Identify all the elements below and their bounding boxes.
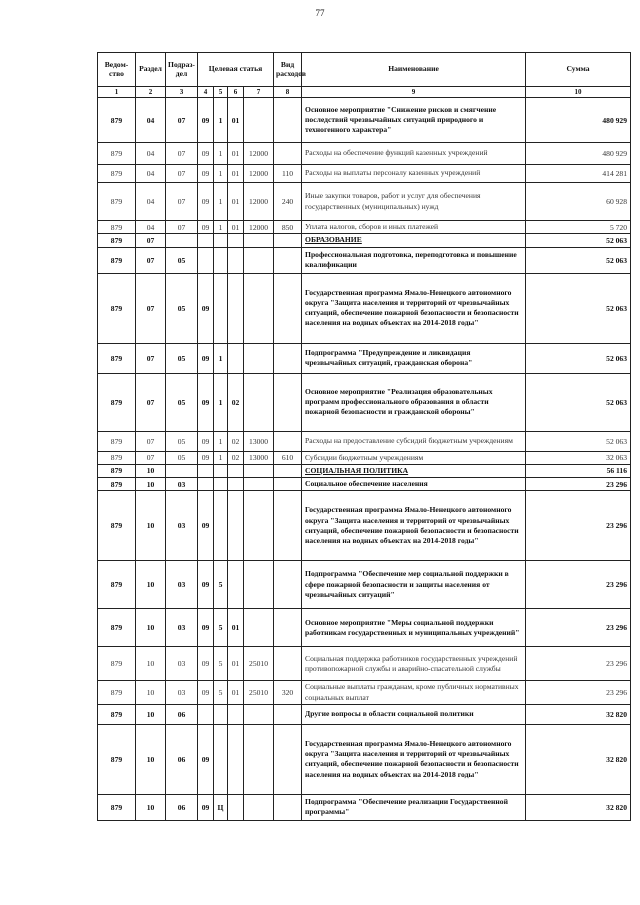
program-cell: 09 <box>198 609 214 647</box>
event-cell <box>228 704 244 724</box>
sum-cell: 52 063 <box>526 431 631 451</box>
razdel-cell: 10 <box>136 478 166 491</box>
vid-cell <box>274 431 302 451</box>
table-row <box>98 165 631 183</box>
index-cell: 3 <box>166 87 198 98</box>
podrazdel-cell: 06 <box>166 704 198 724</box>
subprogram-cell: 1 <box>214 373 228 431</box>
razdel-cell: 10 <box>136 609 166 647</box>
name-cell: Подпрограмма "Предупреждение и ликвидация чрезвычайных ситуаций, гражданская оборона" <box>302 343 526 373</box>
name-cell: СОЦИАЛЬНАЯ ПОЛИТИКА <box>302 464 526 477</box>
subprogram-cell <box>214 234 228 247</box>
program-cell: 09 <box>198 491 214 561</box>
name-cell: Подпрограмма "Обеспечение мер социальной поддержки в сфере пожарной безопасности и защиты населения от чрезвычайных ситуаций" <box>302 561 526 609</box>
direction-cell <box>244 491 274 561</box>
event-cell: 01 <box>228 165 244 183</box>
table-row <box>98 183 631 221</box>
vedom-cell: 879 <box>98 491 136 561</box>
podrazdel-cell: 07 <box>166 143 198 165</box>
name-cell: Расходы на обеспечение функций казенных учреждений <box>302 143 526 165</box>
razdel-cell: 04 <box>136 221 166 234</box>
subprogram-cell: 1 <box>214 431 228 451</box>
vid-cell: 320 <box>274 681 302 705</box>
podrazdel-cell: 03 <box>166 647 198 681</box>
sum-cell: 23 296 <box>526 491 631 561</box>
podrazdel-cell <box>166 464 198 477</box>
vedom-cell: 879 <box>98 221 136 234</box>
program-cell <box>198 234 214 247</box>
name-cell: Основное мероприятие "Реализация образовательных программ профессионального образования в области пожарной безопасности и гражданской обороны" <box>302 373 526 431</box>
table-row <box>98 478 631 491</box>
subprogram-cell: 1 <box>214 221 228 234</box>
name-cell: Государственная программа Ямало-Ненецкого автономного округа "Защита населения и территорий от чрезвычайных ситуаций, обеспечение пожарной безопасности и безопасности населения на водных объектах на 2014-2018 годы" <box>302 273 526 343</box>
name-cell: Иные закупки товаров, работ и услуг для обеспечения государственных (муниципальных) нужд <box>302 183 526 221</box>
direction-cell: 12000 <box>244 165 274 183</box>
name-cell: Субсидии бюджетным учреждениям <box>302 451 526 464</box>
name-cell: Социальная поддержка работников государственных учреждений противопожарной службы и аварийно-спасательной службы <box>302 647 526 681</box>
page-number: 77 <box>315 8 325 18</box>
direction-cell <box>244 704 274 724</box>
table-row <box>98 143 631 165</box>
vid-cell <box>274 724 302 794</box>
sum-cell: 32 063 <box>526 451 631 464</box>
vedom-cell: 879 <box>98 343 136 373</box>
name-cell: Расходы на предоставление субсидий бюджетным учреждениям <box>302 431 526 451</box>
table-row <box>98 273 631 343</box>
program-cell: 09 <box>198 273 214 343</box>
header-name: Наименование <box>302 53 526 87</box>
sum-cell: 60 928 <box>526 183 631 221</box>
vedom-cell: 879 <box>98 561 136 609</box>
vid-cell <box>274 464 302 477</box>
subprogram-cell: 5 <box>214 609 228 647</box>
subprogram-cell: 5 <box>214 681 228 705</box>
direction-cell <box>244 343 274 373</box>
sum-cell: 52 063 <box>526 343 631 373</box>
vid-cell <box>274 478 302 491</box>
program-cell: 09 <box>198 183 214 221</box>
direction-cell <box>244 724 274 794</box>
event-cell <box>228 561 244 609</box>
vid-cell <box>274 273 302 343</box>
podrazdel-cell: 05 <box>166 343 198 373</box>
event-cell <box>228 478 244 491</box>
vid-cell <box>274 98 302 143</box>
name-cell: Основное мероприятие "Снижение рисков и смягчение последствий чрезвычайных ситуаций природного и техногенного характера" <box>302 98 526 143</box>
vid-cell <box>274 373 302 431</box>
event-cell: 01 <box>228 681 244 705</box>
subprogram-cell: 1 <box>214 143 228 165</box>
table-row <box>98 724 631 794</box>
direction-cell: 25010 <box>244 647 274 681</box>
index-cell: 10 <box>526 87 631 98</box>
index-cell: 6 <box>228 87 244 98</box>
vedom-cell: 879 <box>98 431 136 451</box>
program-cell <box>198 247 214 273</box>
razdel-cell: 10 <box>136 681 166 705</box>
event-cell: 02 <box>228 431 244 451</box>
name-cell: Профессиональная подготовка, переподготовка и повышение квалификации <box>302 247 526 273</box>
direction-cell <box>244 464 274 477</box>
subprogram-cell <box>214 464 228 477</box>
program-cell: 09 <box>198 681 214 705</box>
podrazdel-cell: 06 <box>166 794 198 820</box>
vid-cell: 110 <box>274 165 302 183</box>
program-cell: 09 <box>198 98 214 143</box>
direction-cell: 25010 <box>244 681 274 705</box>
razdel-cell: 04 <box>136 183 166 221</box>
table-row <box>98 451 631 464</box>
direction-cell: 12000 <box>244 143 274 165</box>
subprogram-cell: 1 <box>214 183 228 221</box>
event-cell <box>228 234 244 247</box>
table-row <box>98 647 631 681</box>
index-cell: 5 <box>214 87 228 98</box>
subprogram-cell <box>214 247 228 273</box>
event-cell <box>228 464 244 477</box>
sum-cell: 52 063 <box>526 247 631 273</box>
razdel-cell: 10 <box>136 561 166 609</box>
subprogram-cell: 5 <box>214 647 228 681</box>
sum-cell: 23 296 <box>526 609 631 647</box>
table-row <box>98 609 631 647</box>
program-cell <box>198 464 214 477</box>
podrazdel-cell: 06 <box>166 724 198 794</box>
subprogram-cell: 5 <box>214 561 228 609</box>
table-row <box>98 704 631 724</box>
razdel-cell: 10 <box>136 647 166 681</box>
direction-cell: 13000 <box>244 451 274 464</box>
podrazdel-cell: 05 <box>166 273 198 343</box>
razdel-cell: 10 <box>136 724 166 794</box>
event-cell <box>228 794 244 820</box>
program-cell <box>198 704 214 724</box>
subprogram-cell: Ц <box>214 794 228 820</box>
subprogram-cell <box>214 478 228 491</box>
subprogram-cell: 1 <box>214 165 228 183</box>
event-cell: 01 <box>228 98 244 143</box>
subprogram-cell <box>214 704 228 724</box>
direction-cell <box>244 247 274 273</box>
podrazdel-cell: 05 <box>166 247 198 273</box>
index-cell: 2 <box>136 87 166 98</box>
index-row <box>98 87 631 98</box>
razdel-cell: 07 <box>136 431 166 451</box>
index-cell: 1 <box>98 87 136 98</box>
table-row <box>98 234 631 247</box>
razdel-cell: 04 <box>136 98 166 143</box>
index-cell: 7 <box>244 87 274 98</box>
program-cell: 09 <box>198 221 214 234</box>
event-cell: 02 <box>228 451 244 464</box>
event-cell: 01 <box>228 183 244 221</box>
sum-cell: 414 281 <box>526 165 631 183</box>
sum-cell: 23 296 <box>526 561 631 609</box>
podrazdel-cell: 05 <box>166 431 198 451</box>
razdel-cell: 10 <box>136 704 166 724</box>
vid-cell <box>274 561 302 609</box>
table-row <box>98 491 631 561</box>
index-cell: 8 <box>274 87 302 98</box>
name-cell: Государственная программа Ямало-Ненецкого автономного округа "Защита населения и территорий от чрезвычайных ситуаций, обеспечение пожарной безопасности и безопасности населения на водных объектах на 2014-2018 годы" <box>302 724 526 794</box>
vid-cell <box>274 647 302 681</box>
name-cell: Социальное обеспечение населения <box>302 478 526 491</box>
program-cell <box>198 478 214 491</box>
razdel-cell: 07 <box>136 234 166 247</box>
vedom-cell: 879 <box>98 234 136 247</box>
vedom-cell: 879 <box>98 794 136 820</box>
program-cell: 09 <box>198 561 214 609</box>
vid-cell <box>274 343 302 373</box>
razdel-cell: 07 <box>136 247 166 273</box>
direction-cell <box>244 273 274 343</box>
sum-cell: 52 063 <box>526 373 631 431</box>
table-row <box>98 681 631 705</box>
vid-cell <box>274 247 302 273</box>
name-cell: Расходы на выплаты персоналу казенных учреждений <box>302 165 526 183</box>
table-row <box>98 343 631 373</box>
podrazdel-cell: 05 <box>166 451 198 464</box>
sum-cell: 32 820 <box>526 794 631 820</box>
program-cell: 09 <box>198 724 214 794</box>
event-cell <box>228 491 244 561</box>
header-target: Целевая статья <box>198 53 274 87</box>
vedom-cell: 879 <box>98 464 136 477</box>
podrazdel-cell: 07 <box>166 165 198 183</box>
subprogram-cell: 1 <box>214 451 228 464</box>
direction-cell <box>244 609 274 647</box>
name-cell: Государственная программа Ямало-Ненецкого автономного округа "Защита населения и территорий от чрезвычайных ситуаций, обеспечение пожарной безопасности и безопасности населения на водных объектах на 2014-2018 годы" <box>302 491 526 561</box>
vedom-cell: 879 <box>98 247 136 273</box>
name-cell: Социальные выплаты гражданам, кроме публичных нормативных социальных выплат <box>302 681 526 705</box>
sum-cell: 52 063 <box>526 273 631 343</box>
name-cell: Подпрограмма "Обеспечение реализации Государственной программы" <box>302 794 526 820</box>
podrazdel-cell: 03 <box>166 491 198 561</box>
sum-cell: 480 929 <box>526 143 631 165</box>
event-cell: 01 <box>228 221 244 234</box>
name-cell: Другие вопросы в области социальной политики <box>302 704 526 724</box>
name-cell: Основное мероприятие "Меры социальной поддержки работникам государственных и муниципальных учреждений" <box>302 609 526 647</box>
razdel-cell: 07 <box>136 343 166 373</box>
program-cell: 09 <box>198 451 214 464</box>
direction-cell: 12000 <box>244 221 274 234</box>
podrazdel-cell: 03 <box>166 478 198 491</box>
podrazdel-cell: 07 <box>166 98 198 143</box>
header-podrazdel: Подраз-дел <box>166 53 198 87</box>
event-cell <box>228 343 244 373</box>
vedom-cell: 879 <box>98 373 136 431</box>
program-cell: 09 <box>198 647 214 681</box>
vedom-cell: 879 <box>98 165 136 183</box>
vid-cell <box>274 794 302 820</box>
vedom-cell: 879 <box>98 143 136 165</box>
header-sum: Сумма <box>526 53 631 87</box>
subprogram-cell <box>214 724 228 794</box>
vedom-cell: 879 <box>98 609 136 647</box>
podrazdel-cell: 07 <box>166 183 198 221</box>
vedom-cell: 879 <box>98 724 136 794</box>
razdel-cell: 07 <box>136 373 166 431</box>
vid-cell: 850 <box>274 221 302 234</box>
sum-cell: 52 063 <box>526 234 631 247</box>
subprogram-cell <box>214 273 228 343</box>
direction-cell <box>244 98 274 143</box>
event-cell <box>228 273 244 343</box>
vid-cell <box>274 143 302 165</box>
vid-cell <box>274 234 302 247</box>
direction-cell: 13000 <box>244 431 274 451</box>
index-cell: 4 <box>198 87 214 98</box>
vid-cell: 240 <box>274 183 302 221</box>
direction-cell: 12000 <box>244 183 274 221</box>
table-row <box>98 561 631 609</box>
razdel-cell: 04 <box>136 143 166 165</box>
table-row <box>98 373 631 431</box>
direction-cell <box>244 478 274 491</box>
event-cell <box>228 724 244 794</box>
vedom-cell: 879 <box>98 478 136 491</box>
sum-cell: 23 296 <box>526 647 631 681</box>
sum-cell: 23 296 <box>526 681 631 705</box>
index-cell: 9 <box>302 87 526 98</box>
podrazdel-cell: 03 <box>166 609 198 647</box>
razdel-cell: 04 <box>136 165 166 183</box>
razdel-cell: 10 <box>136 794 166 820</box>
program-cell: 09 <box>198 431 214 451</box>
vid-cell <box>274 491 302 561</box>
razdel-cell: 07 <box>136 273 166 343</box>
vedom-cell: 879 <box>98 98 136 143</box>
sum-cell: 480 929 <box>526 98 631 143</box>
vedom-cell: 879 <box>98 273 136 343</box>
razdel-cell: 10 <box>136 464 166 477</box>
subprogram-cell <box>214 491 228 561</box>
podrazdel-cell <box>166 234 198 247</box>
program-cell: 09 <box>198 373 214 431</box>
budget-table <box>97 52 631 821</box>
program-cell: 09 <box>198 143 214 165</box>
podrazdel-cell: 03 <box>166 561 198 609</box>
table-row <box>98 98 631 143</box>
sum-cell: 32 820 <box>526 724 631 794</box>
vid-cell <box>274 609 302 647</box>
subprogram-cell: 1 <box>214 98 228 143</box>
vedom-cell: 879 <box>98 681 136 705</box>
header-vedom: Ведом-ство <box>98 53 136 87</box>
event-cell: 02 <box>228 373 244 431</box>
table-row <box>98 464 631 477</box>
sum-cell: 23 296 <box>526 478 631 491</box>
event-cell: 01 <box>228 647 244 681</box>
vedom-cell: 879 <box>98 704 136 724</box>
event-cell: 01 <box>228 609 244 647</box>
sum-cell: 5 720 <box>526 221 631 234</box>
program-cell: 09 <box>198 794 214 820</box>
table-row <box>98 794 631 820</box>
name-cell: ОБРАЗОВАНИЕ <box>302 234 526 247</box>
razdel-cell: 07 <box>136 451 166 464</box>
podrazdel-cell: 07 <box>166 221 198 234</box>
header-vid: Вид расходов <box>274 53 302 87</box>
vid-cell <box>274 704 302 724</box>
podrazdel-cell: 05 <box>166 373 198 431</box>
direction-cell <box>244 561 274 609</box>
direction-cell <box>244 794 274 820</box>
name-cell: Уплата налогов, сборов и иных платежей <box>302 221 526 234</box>
table-body <box>98 98 631 821</box>
direction-cell <box>244 234 274 247</box>
program-cell: 09 <box>198 165 214 183</box>
podrazdel-cell: 03 <box>166 681 198 705</box>
header-razdel: Раздел <box>136 53 166 87</box>
vedom-cell: 879 <box>98 451 136 464</box>
vedom-cell: 879 <box>98 647 136 681</box>
event-cell: 01 <box>228 143 244 165</box>
table-row <box>98 221 631 234</box>
subprogram-cell: 1 <box>214 343 228 373</box>
sum-cell: 32 820 <box>526 704 631 724</box>
sum-cell: 56 116 <box>526 464 631 477</box>
program-cell: 09 <box>198 343 214 373</box>
table-row <box>98 431 631 451</box>
table-row <box>98 247 631 273</box>
vedom-cell: 879 <box>98 183 136 221</box>
direction-cell <box>244 373 274 431</box>
razdel-cell: 10 <box>136 491 166 561</box>
vid-cell: 610 <box>274 451 302 464</box>
event-cell <box>228 247 244 273</box>
